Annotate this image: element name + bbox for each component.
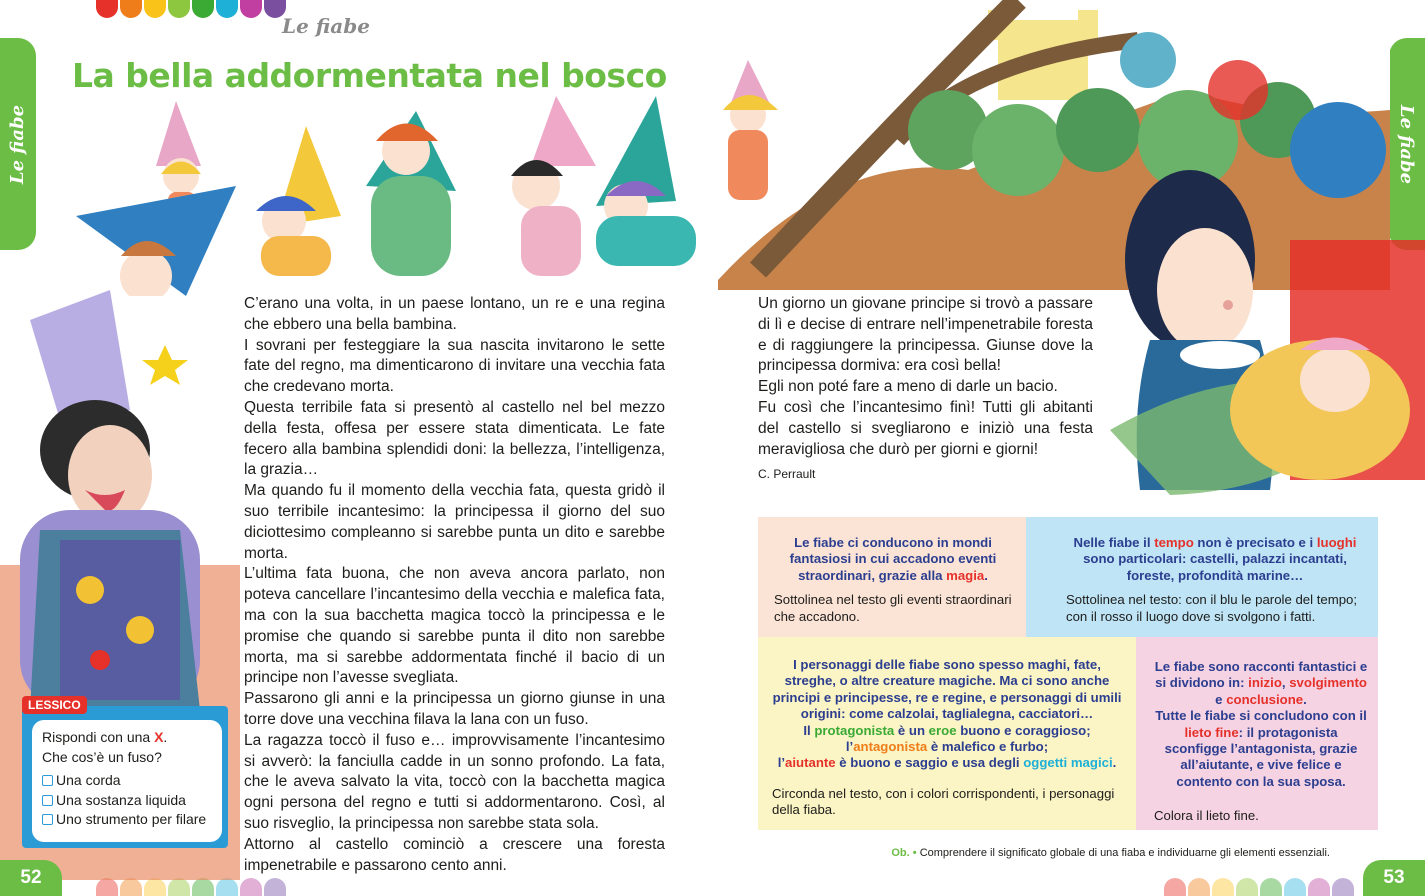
objective-label: Ob. (891, 847, 910, 859)
puzzle-text: . (1303, 691, 1307, 707)
lessico-question: Che cos’è un fuso? (42, 748, 162, 765)
crayon (1236, 878, 1258, 896)
keyword-luoghi: luoghi (1316, 535, 1357, 550)
crayon (1212, 878, 1234, 896)
keyword-antagonista: antagonista (853, 739, 928, 755)
puzzle-structure-lead (1154, 659, 1368, 790)
puzzle-time-place-lead (1066, 535, 1364, 584)
puzzle-text: è malefico e furbo; (930, 739, 1049, 755)
puzzle-characters-instruction: Circonda nel testo, con i colori corrispondenti, i personaggi della fiaba. (772, 785, 1115, 818)
fairies-illustration (36, 96, 726, 296)
story-paragraph: La ragazza toccò il fuso e… improvvisamente l’incantesimo si avverò: la fanciulla cadde in un sonno profondo. La fata, che le aveva salvato la vita, toccò con la bacchetta magica ogni persona del regno e tutti si addormentarono. Così, al suo risveglio, la principessa non sarebbe stata sola. (244, 731, 665, 832)
page-number-right: 53 (1363, 860, 1425, 896)
crayon (120, 878, 142, 896)
crayon (168, 0, 190, 18)
puzzle-text: Le fiabe sono racconti fantastici e si dividono in: (1154, 659, 1368, 691)
lessico-option[interactable] (42, 791, 212, 811)
puzzle-text: : il protagonista sconfigge l’antagonista, grazie all’aiutante, e vive felice e contento con la sua sposa. (1164, 724, 1358, 789)
story-paragraph: Attorno al castello cominciò a crescere una foresta impenetrabile e passarono cento anni. (244, 835, 665, 874)
crayon (192, 0, 214, 18)
puzzle-characters (758, 637, 1136, 830)
puzzle-text: sono particolari: castelli, palazzi incantati, foreste, profondità marine… (1083, 551, 1347, 583)
keyword-conclusione: conclusione (1226, 691, 1304, 707)
right-story-text (758, 294, 1093, 460)
puzzle-events-lead (774, 535, 1012, 584)
crayon (1332, 878, 1354, 896)
lessico-option-label: Una sostanza liquida (56, 791, 186, 808)
objective-line (891, 847, 1330, 859)
left-side-tab (0, 38, 36, 250)
crayon (192, 878, 214, 896)
crayon (240, 0, 262, 18)
crayon-strip-top-left (96, 0, 286, 18)
story-paragraph: Questa terribile fata si presentò al castello nel bel mezzo della festa, offesa per essere stata dimenticata. Le fate fecero alla bambina splendidi doni: la bellezza, l’intelligenza, la grazia… (244, 398, 665, 479)
left-header-label: Le fiabe (282, 14, 370, 38)
puzzle-time-place (1026, 517, 1378, 637)
crayon (144, 0, 166, 18)
puzzle-text: Il (803, 722, 811, 738)
puzzle-text: è buono e saggio e usa degli (839, 755, 1020, 771)
keyword-svolgimento: svolgimento (1289, 675, 1367, 691)
crayon (1308, 878, 1330, 896)
lessico-x-mark: X (154, 729, 164, 745)
keyword-oggetti-magici: oggetti magici (1023, 755, 1113, 771)
crayon (216, 878, 238, 896)
puzzle-time-place-instruction: Sottolinea nel testo: con il blu le parole del tempo; con il rosso il luogo dove si svolgono i fatti. (1066, 592, 1358, 624)
puzzle-text: Le fiabe ci conducono in mondi fantasiosi in cui accadono eventi straordinari, grazie alla (789, 535, 997, 583)
crayon (96, 0, 118, 18)
page-title: La bella addormentata nel bosco (72, 56, 667, 95)
crayon (264, 878, 286, 896)
checkbox[interactable] (42, 775, 53, 786)
lessico-option[interactable] (42, 771, 212, 791)
crayon (240, 878, 262, 896)
crayon (1188, 878, 1210, 896)
story-paragraph: Ma quando fu il momento della vecchia fata, questa gridò il suo terribile incantesimo: la principessa il giorno del suo diciottesimo compleanno si sarebbe punta un dito e sarebbe morta. (244, 482, 665, 562)
lessico-card (32, 720, 222, 842)
puzzle-text: I personaggi delle fiabe sono spesso maghi, fate, streghe, o altre creature magiche. Ma ci sono anche principi e principesse, re e regine, e personaggi di umili origini: come calzolai, taglialegna, cacciatori… (772, 657, 1122, 722)
puzzle-text: è un (897, 722, 925, 738)
objective-text: Comprendere il significato globale di una fiaba e individuarne gli elementi essenziali. (919, 847, 1330, 859)
lessico-instruction-end: . (163, 729, 168, 745)
puzzle-text: . (1112, 755, 1117, 771)
crayon-strip-bottom-right (1164, 878, 1354, 896)
left-side-tab-label: Le fiabe (7, 104, 29, 184)
keyword-protagonista: protagonista (814, 722, 895, 738)
objective-bullet: • (912, 847, 917, 859)
story-paragraph: I sovrani per festeggiare la sua nascita invitarono le sette fate del regno, ma dimenticarono di invitare una vecchia fata che credevano morta. (244, 336, 665, 396)
crayon (1260, 878, 1282, 896)
prince-sleeping-princess-illustration (1110, 110, 1425, 510)
puzzle-events (758, 517, 1026, 637)
puzzle-events-instruction: Sottolinea nel testo gli eventi straordinari che accadono. (774, 592, 1012, 624)
crayon (1284, 878, 1306, 896)
puzzle-text: non è precisato e i (1197, 535, 1314, 550)
crayon (120, 0, 142, 18)
puzzle-structure-instruction: Colora il lieto fine. (1154, 808, 1259, 824)
lessico-option[interactable] (42, 810, 212, 830)
crayon (216, 0, 238, 18)
puzzle-text: e (1215, 691, 1223, 707)
crayon (1164, 878, 1186, 896)
lessico-instruction-text: Rispondi con una (42, 729, 151, 745)
puzzle-structure (1136, 637, 1378, 830)
puzzle-text: buono e coraggioso; (960, 722, 1091, 738)
puzzle-text: l’ (845, 739, 854, 755)
lessico-box (22, 698, 228, 848)
puzzle-text: Tutte le fiabe si concludono con il (1155, 708, 1367, 724)
puzzle-text: Nelle fiabe il (1073, 535, 1151, 550)
crayon (96, 878, 118, 896)
keyword-inizio: inizio (1248, 675, 1282, 691)
story-paragraph: Egli non poté fare a meno di darle un bacio. (758, 378, 1058, 396)
puzzle-text: . (984, 567, 988, 583)
story-paragraph: Un giorno un giovane principe si trovò a passare di lì e decise di entrare nell’impenetrabile foresta e di raggiungere la principessa. Giunse dove la principessa dormiva: era così bella! (758, 295, 1093, 375)
left-story-text (244, 294, 665, 876)
page-number-left: 52 (0, 860, 62, 896)
lessico-option-label: Una corda (56, 772, 121, 788)
keyword-eroe: eroe (928, 722, 957, 738)
story-paragraph: C’erano una volta, in un paese lontano, un re e una regina che ebbero una bella bambina. (244, 295, 665, 333)
crayon-strip-bottom-left (96, 878, 286, 896)
crayon (168, 878, 190, 896)
puzzle-text: l’ (777, 755, 786, 771)
puzzle-text: , (1281, 675, 1286, 691)
lessico-instruction (42, 728, 212, 748)
right-side-tab-label: Le fiabe (1396, 104, 1418, 184)
puzzle-characters-lead (772, 657, 1122, 772)
author: C. Perrault (758, 467, 816, 481)
keyword-magia: magia (946, 567, 985, 583)
story-paragraph: Fu così che l’incantesimo finì! Tutti gli abitanti del castello si svegliarono e iniziò una festa meravigliosa che durò per giorni e giorni! (758, 398, 1093, 458)
lessico-option-label: Uno strumento per filare (56, 811, 207, 827)
checkbox[interactable] (42, 795, 53, 806)
keyword-aiutante: aiutante (785, 755, 836, 771)
keyword-tempo: tempo (1154, 535, 1194, 550)
story-paragraph: Passarono gli anni e la principessa un giorno giunse in una torre dove una vecchina filava la lana con un fuso. (244, 690, 665, 728)
lessico-tag: LESSICO (22, 696, 87, 714)
keyword-lieto-fine: lieto fine (1184, 724, 1239, 740)
checkbox[interactable] (42, 814, 53, 825)
crayon (144, 878, 166, 896)
story-paragraph: L’ultima fata buona, che non aveva ancora parlato, non poteva cancellare l’incantesimo della vecchia e malefica fata, ma con la sua bacchetta magica toccò la principessa e le promise che quando si sarebbe punta il dito non sarebbe morta, ma si sarebbe addormentata finché il bacio di un principe non l’avesse svegliata. (244, 565, 665, 687)
